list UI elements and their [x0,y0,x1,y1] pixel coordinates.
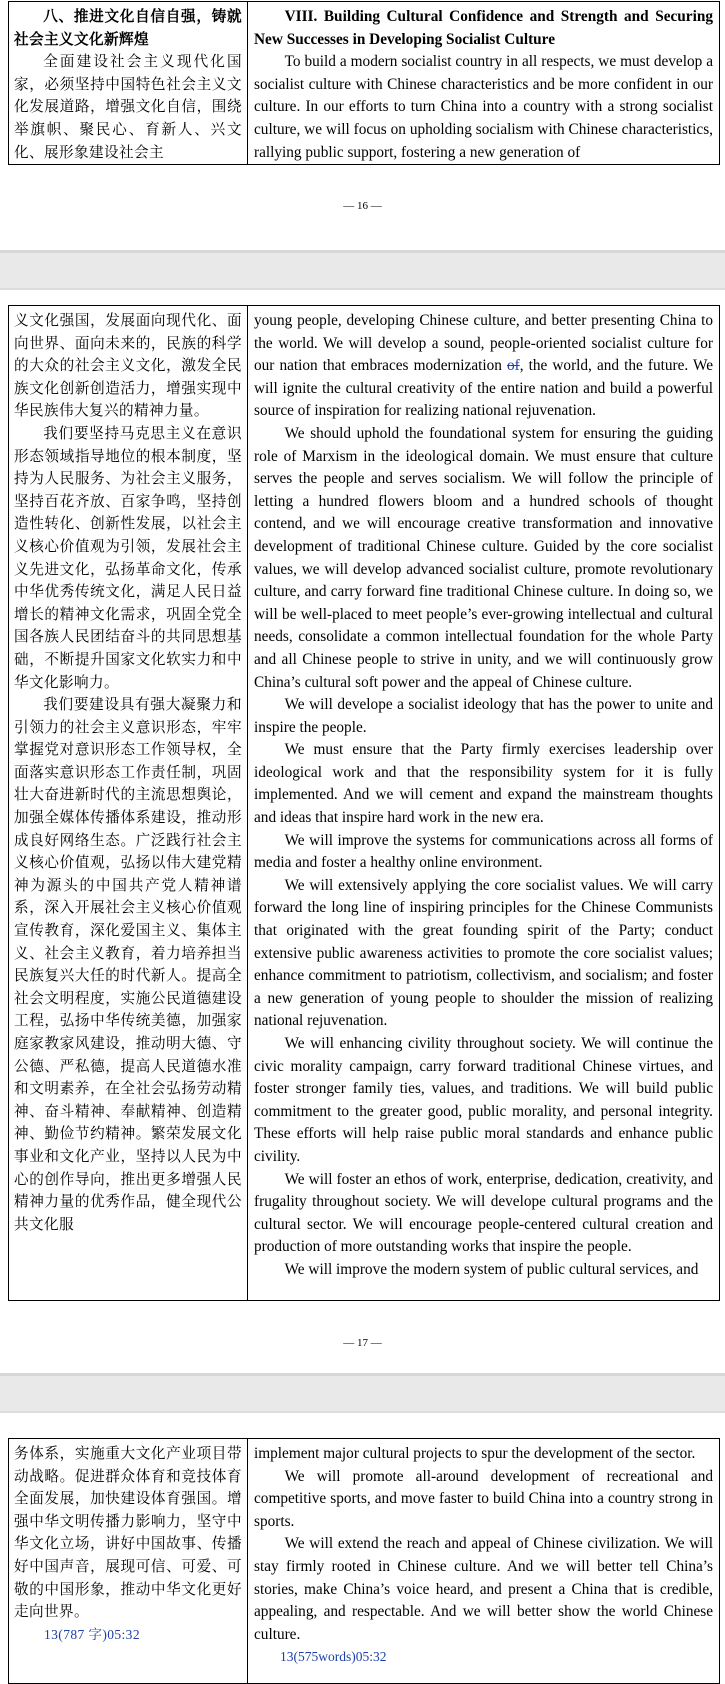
english-paragraph: We must ensure that the Party firmly exercises leadership over ideological work and that the responsibility system for it is fully implemented. And we will cement and expand the mainstream thoughts and ideas that inspire hard work in the new era. [254,741,713,827]
english-paragraph: We will extend the reach and appeal of Chinese civilization. We will stay firmly rooted in Chinese culture. And we will better tell China’s stories, make China’s voice heard, and present a China that is credible, appealing, and respectable. And we will better show the world Chinese culture. [254,1535,713,1643]
english-text: young people, developing Chinese culture, and better presenting China to the world. We will develop a sound, people-oriented socialist culture for our nation that embraces modernization [254,312,713,375]
english-paragraph: We will improve the modern system of public cultural services, and [284,1260,699,1278]
page-18 [0,1413,725,1675]
page-separator [0,250,725,290]
bilingual-table-page-17 [8,305,720,1301]
english-column [248,2,720,165]
chinese-paragraph: 我们要坚持马克思主义在意识形态领域指导地位的根本制度，坚持为人民服务、为社会主义服务，坚持百花齐放、百家争鸣，坚持创造性转化、创新性发展，以社会主义核心价值观为引领，发展社会主义先进文化，弘扬革命文化，传承中华优秀传统文化，满足人民日益增长的精神文化需求，巩固全党全国各族人民团结奋斗的共同思想基础，不断提升国家文化软实力和中华文化影响力。 [14,424,242,691]
english-paragraph: We will enhancing civility throughout society. We will continue the civic morality campaign, carry forward traditional Chinese virtues, and foster stronger family ties, values, and traditions. We will build public commitment to the greater good, public morality, and personal integrity. These efforts will help raise public moral standards and enhance public civility. [254,1035,713,1165]
chinese-paragraph: 义文化强国，发展面向现代化、面向世界、面向未来的，民族的科学的大众的社会主义文化，激发全民族文化创新创造活力，增强实现中华民族伟大复兴的精神力量。 [14,312,242,420]
english-column [248,1439,720,1684]
chinese-paragraph: 全面建设社会主义现代化国家，必须坚持中国特色社会主义文化发展道路，增强文化自信，围绕举旗帜、聚民心、育新人、兴文化、展形象建设社会主 [14,53,242,161]
english-word-count: 13(575words)05:32 [280,1649,387,1665]
chinese-paragraph: 我们要建设具有强大凝聚力和引领力的社会主义意识形态，牢牢掌握党对意识形态工作领导权，全面落实意识形态工作责任制，巩固壮大奋进新时代的主流思想舆论，加强全媒体传播体系建设，推动形成良好网络生态。广泛践行社会主义核心价值观，弘扬以伟大建党精神为源头的中国共产党人精神谱系，深入开展社会主义核心价值观宣传教育，深化爱国主义、集体主义、社会主义教育，着力培养担当民族复兴大任的时代新人。提高全社会文明程度，实施公民道德建设工程，弘扬中华传统美德，加强家庭家教家风建设，推动明大德、守公德、严私德，提高人民道德水准和文明素养，在全社会弘扬劳动精神、奋斗精神、奉献精神、创造精神、勤俭节约精神。繁荣发展文化事业和文化产业，坚持以人民为中心的创作导向，推出更多增强人民精神力量的优秀作品，健全现代公共文化服 [14,696,242,1233]
english-paragraph: To build a modern socialist country in all respects, we must develop a socialist culture with Chinese characteristics and be more confident in our culture. In our efforts to turn China into a country with a strong socialist culture, we will focus on upholding socialism with Chinese characteristics, rallying public support, fostering a new generation of [254,53,713,161]
page-16 [0,0,725,250]
english-paragraph: We will foster an ethos of work, enterprise, dedication, creativity, and frugality throughout society. We will develope cultural programs and the cultural sector. We will encourage people-centered cultural creation and production of more outstanding works that inspire the people. [254,1170,713,1256]
english-paragraph [254,310,713,423]
struck-word: of [506,357,520,375]
chinese-column [9,306,248,1301]
chinese-column [9,2,248,165]
english-paragraph: implement major cultural projects to spur the development of the sector. [254,1445,696,1462]
english-paragraph: We will develope a socialist ideology that has the power to unite and inspire the people. [254,696,713,736]
english-text: , the world, and the future. We will ignite the cultural creativity of the entire nation and build a powerful source of inspiration for realizing national rejuvenation. [254,357,713,420]
english-paragraph: We will extensively applying the core socialist values. We will carry forward the long line of inspiring principles for the Chinese Communists that originated with the great founding spirit of the Party; conduct extensive public awareness activities to promote the core socialist values; enhance commitment to patriotism, collectivism, and socialism; and foster a new generation of young people to shoulder the mission of realizing national rejuvenation. [254,876,713,1030]
page-number: — 16 — [343,200,382,212]
english-paragraph: We should uphold the foundational system for ensuring the guiding role of Marxism in the ideological domain. We must ensure that culture serves the people and serves socialism. We will follow the principle of letting a hundred flowers bloom and a hundred schools of thought contend, and we will encourage creative transformation and innovative development of traditional Chinese culture. Guided by the core socialist values, we will develop advanced socialist culture, promote revolutionary culture, and carry forward fine traditional Chinese culture. In doing so, we will be well-placed to meet people’s ever-growing intellectual and cultural needs, consolidate a common intellectual foundation for the whole Party and all Chinese people to strive in unity, and we will continuously grow China’s cultural soft power and the appeal of Chinese culture. [254,424,713,691]
chinese-section-heading: 八、推进文化自信自强，铸就社会主义文化新辉煌 [14,8,242,48]
english-paragraph: We will promote all-around development of recreational and competitive sports, and move faster to build China into a country strong in sports. [254,1467,713,1530]
english-paragraph: We will improve the systems for communications across all forms of media and foster a healthy online environment. [254,831,713,872]
page-17 [0,290,725,1373]
chinese-paragraph: 务体系，实施重大文化产业项目带动战略。促进群众体育和竞技体育全面发展，加快建设体育强国。增强中华文明传播力影响力，坚守中华文化立场，讲好中国故事、传播好中国声音，展现可信、可爱、可敬的中国形象，推动中华文化更好走向世界。 [14,1445,242,1621]
english-section-heading: VIII. Building Cultural Confidence and Strength and Securing New Successes in Developing Socialist Culture [254,8,713,48]
english-column [248,306,720,1301]
page-separator [0,1373,725,1413]
bilingual-table-page-16 [8,1,720,165]
chinese-column [9,1439,248,1684]
page-number: — 17 — [343,1337,382,1349]
bilingual-table-page-18 [8,1438,720,1684]
chinese-word-count: 13(787 字)05:32 [44,1626,140,1642]
